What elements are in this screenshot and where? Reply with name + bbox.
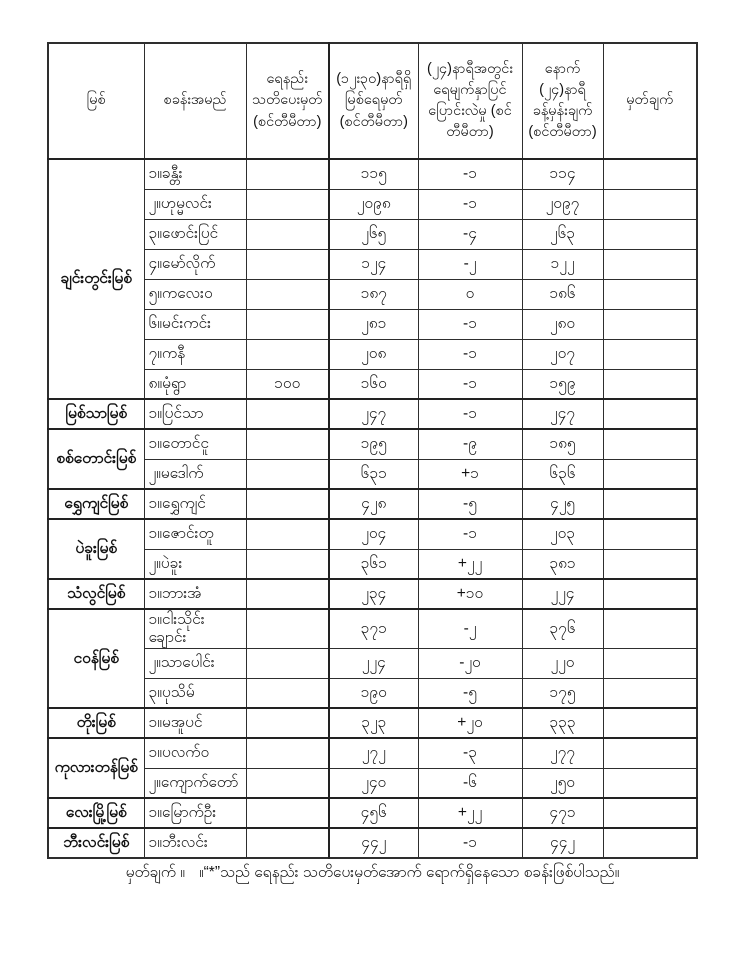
remark <box>603 249 697 279</box>
water-level: ၃၆၁ <box>329 549 418 579</box>
remark <box>603 579 697 609</box>
change-24h: -၁ <box>418 189 522 219</box>
water-level: ၁၂၄ <box>329 249 418 279</box>
header-forecast: နောက် (၂၄)နာရီ ခန့်မှန်းချက် (စင်တီမီတာ) <box>522 43 603 159</box>
water-level: ၂၂၄ <box>329 648 418 678</box>
station-name: ၁။ဇောင်းတူ <box>144 519 246 549</box>
table-row <box>48 309 697 339</box>
station-name: ၂။ပဲခူး <box>144 549 246 579</box>
remark <box>603 828 697 858</box>
change-24h: -၂၀ <box>418 648 522 678</box>
river-name: ဘီးလင်းမြစ် <box>48 828 144 858</box>
change-24h: +၁၀ <box>418 579 522 609</box>
forecast-24h: ၁၇၅ <box>522 678 603 708</box>
table-row <box>48 369 697 399</box>
forecast-24h: ၂၀၃ <box>522 519 603 549</box>
remark <box>603 279 697 309</box>
station-name: ၃။ပုသိမ် <box>144 678 246 708</box>
warning-level: ၁၀၀ <box>246 369 329 399</box>
table-row <box>48 768 697 798</box>
station-name: ၅။ကလေးဝ <box>144 279 246 309</box>
table-row <box>48 519 697 549</box>
water-level: ၁၈၇ <box>329 279 418 309</box>
table-row <box>48 609 697 648</box>
warning-level <box>246 459 329 489</box>
warning-level <box>246 519 329 549</box>
warning-level <box>246 219 329 249</box>
warning-level <box>246 708 329 738</box>
station-name: ၇။ကနီ <box>144 339 246 369</box>
forecast-24h: ၂၇၇ <box>522 738 603 768</box>
change-24h: +၂၂ <box>418 798 522 828</box>
warning-level <box>246 678 329 708</box>
water-level: ၂၇၂ <box>329 738 418 768</box>
change-24h: -၃ <box>418 738 522 768</box>
table-row <box>48 459 697 489</box>
water-level: ၁၉၅ <box>329 429 418 459</box>
forecast-24h: ၂၂၄ <box>522 579 603 609</box>
station-name: ၁။ပြင်သာ <box>144 399 246 429</box>
change-24h: ၀ <box>418 279 522 309</box>
table-row <box>48 678 697 708</box>
header-remark: မှတ်ချက် <box>603 43 697 159</box>
warning-level <box>246 648 329 678</box>
remark <box>603 339 697 369</box>
remark <box>603 678 697 708</box>
warning-level <box>246 279 329 309</box>
warning-level <box>246 768 329 798</box>
river-name: ပဲခူးမြစ် <box>48 519 144 579</box>
change-24h: -၂ <box>418 609 522 648</box>
header-station: စခန်းအမည် <box>144 43 246 159</box>
change-24h: -၁ <box>418 828 522 858</box>
warning-level <box>246 249 329 279</box>
remark <box>603 459 697 489</box>
forecast-24h: ၂၆၃ <box>522 219 603 249</box>
change-24h: -၁ <box>418 399 522 429</box>
change-24h: +၂၂ <box>418 549 522 579</box>
table-row <box>48 489 697 519</box>
change-24h: -၁ <box>418 369 522 399</box>
forecast-24h: ၃၃၃ <box>522 708 603 738</box>
table-header <box>48 43 697 159</box>
table-row <box>48 648 697 678</box>
water-level: ၂၄၀ <box>329 768 418 798</box>
station-name: ၁။ခန္တီး <box>144 159 246 189</box>
table-row <box>48 828 697 858</box>
forecast-24h: ၁၅၉ <box>522 369 603 399</box>
river-name: စစ်တောင်းမြစ် <box>48 429 144 489</box>
forecast-24h: ၄၇၁ <box>522 798 603 828</box>
table-row <box>48 399 697 429</box>
forecast-24h: ၃၇၆ <box>522 609 603 648</box>
change-24h: -၄ <box>418 219 522 249</box>
remark <box>603 399 697 429</box>
warning-level <box>246 549 329 579</box>
station-name: ၂။သာပေါင်း <box>144 648 246 678</box>
warning-level <box>246 738 329 768</box>
table-body <box>48 159 697 858</box>
table-row <box>48 219 697 249</box>
warning-level <box>246 159 329 189</box>
table-row <box>48 549 697 579</box>
station-name: ၂။မဒေါက် <box>144 459 246 489</box>
forecast-24h: ၁၂၂ <box>522 249 603 279</box>
table-row <box>48 249 697 279</box>
warning-level <box>246 189 329 219</box>
station-name: ၆။မင်းကင်း <box>144 309 246 339</box>
warning-level <box>246 339 329 369</box>
forecast-24h: ၃၈၁ <box>522 549 603 579</box>
table-row <box>48 339 697 369</box>
footer-note-text: ။“*”သည် ရေနည်း သတိပေးမှတ်အောက် ရောက်ရှိနေသော စခန်းဖြစ်ပါသည်။ <box>198 864 620 881</box>
station-name: ၁။မအူပင် <box>144 708 246 738</box>
water-level: ၄၅၆ <box>329 798 418 828</box>
river-name: သံလွင်မြစ် <box>48 579 144 609</box>
water-level: ၁၉၀ <box>329 678 418 708</box>
water-level: ၃၇၁ <box>329 609 418 648</box>
forecast-24h: ၂၅၀ <box>522 768 603 798</box>
table-row <box>48 279 697 309</box>
water-level: ၄၂၈ <box>329 489 418 519</box>
remark <box>603 549 697 579</box>
water-level: ၂၀၉၈ <box>329 189 418 219</box>
table-row <box>48 429 697 459</box>
change-24h: -၁ <box>418 339 522 369</box>
river-name: ငဝန်မြစ် <box>48 609 144 708</box>
warning-level <box>246 579 329 609</box>
warning-level <box>246 399 329 429</box>
change-24h: -၅ <box>418 489 522 519</box>
water-level: ၂၄၇ <box>329 399 418 429</box>
remark <box>603 219 697 249</box>
water-level: ၁၁၅ <box>329 159 418 189</box>
forecast-24h: ၂၀၇ <box>522 339 603 369</box>
table-row <box>48 189 697 219</box>
remark <box>603 609 697 648</box>
table-row <box>48 708 697 738</box>
station-name: ၁။တောင်ငူ <box>144 429 246 459</box>
change-24h: -၁ <box>418 519 522 549</box>
remark <box>603 489 697 519</box>
change-24h: -၅ <box>418 678 522 708</box>
footer-note-label: မှတ်ချက် ။ <box>125 864 185 881</box>
water-level: ၁၆၀ <box>329 369 418 399</box>
water-level: ၄၄၂ <box>329 828 418 858</box>
warning-level <box>246 798 329 828</box>
remark <box>603 309 697 339</box>
change-24h: -၉ <box>418 429 522 459</box>
station-name: ၂။ကျောက်တော် <box>144 768 246 798</box>
change-24h: -၂ <box>418 249 522 279</box>
forecast-24h: ၁၈၅ <box>522 429 603 459</box>
table-row <box>48 738 697 768</box>
remark <box>603 738 697 768</box>
remark <box>603 519 697 549</box>
forecast-24h: ၆၃၆ <box>522 459 603 489</box>
change-24h: -၁ <box>418 309 522 339</box>
remark <box>603 768 697 798</box>
remark <box>603 648 697 678</box>
forecast-24h: ၄၂၅ <box>522 489 603 519</box>
river-name: ချင်းတွင်းမြစ် <box>48 159 144 399</box>
river-name: မြစ်သာမြစ် <box>48 399 144 429</box>
forecast-24h: ၂၈၀ <box>522 309 603 339</box>
river-name: တိုးမြစ် <box>48 708 144 738</box>
station-name: ၁။ရွှေကျင် <box>144 489 246 519</box>
remark <box>603 159 697 189</box>
station-name: ၄။မော်လိုက် <box>144 249 246 279</box>
forecast-24h: ၂၄၇ <box>522 399 603 429</box>
table-row <box>48 579 697 609</box>
header-warning: ရေနည်း သတိပေးမှတ် (စင်တီမီတာ) <box>246 43 329 159</box>
forecast-24h: ၁၁၄ <box>522 159 603 189</box>
remark <box>603 369 697 399</box>
station-name: ၂။ဟုမ္မလင်း <box>144 189 246 219</box>
station-name: ၃။ဖောင်းပြင် <box>144 219 246 249</box>
river-name: ကုလားတန်မြစ် <box>48 738 144 798</box>
station-name: ၈။မုံရွာ <box>144 369 246 399</box>
forecast-24h: ၄၄၂ <box>522 828 603 858</box>
remark <box>603 189 697 219</box>
water-level: ၂၆၅ <box>329 219 418 249</box>
water-level: ၂၀၈ <box>329 339 418 369</box>
station-name: ၁။ပလက်ဝ <box>144 738 246 768</box>
forecast-24h: ၁၈၆ <box>522 279 603 309</box>
station-name: ၁။ဘီးလင်း <box>144 828 246 858</box>
water-level: ၂၈၁ <box>329 309 418 339</box>
remark <box>603 708 697 738</box>
warning-level <box>246 609 329 648</box>
table-row <box>48 798 697 828</box>
change-24h: -၁ <box>418 159 522 189</box>
remark <box>603 798 697 828</box>
station-name: ၁။ဘားအံ <box>144 579 246 609</box>
station-name: ၁။မြောက်ဦး <box>144 798 246 828</box>
footer-note <box>47 862 698 884</box>
change-24h: +၂၀ <box>418 708 522 738</box>
water-level: ၆၃၁ <box>329 459 418 489</box>
water-level: ၂၀၄ <box>329 519 418 549</box>
river-name: ရွှေကျင်မြစ် <box>48 489 144 519</box>
header-change: (၂၄)နာရီအတွင်း ရေမျက်နှာပြင် ပြောင်းလဲမှု (စင်တီမီတာ) <box>418 43 522 159</box>
station-name: ၁။ငါးသိုင်းချောင်း <box>144 609 246 648</box>
header-water-level: (၁၂း၃၀)နာရီရှိ မြစ်ရေမှတ် (စင်တီမီတာ) <box>329 43 418 159</box>
water-level-table <box>47 42 698 859</box>
warning-level <box>246 429 329 459</box>
forecast-24h: ၂၂၀ <box>522 648 603 678</box>
water-level: ၂၃၄ <box>329 579 418 609</box>
forecast-24h: ၂၀၉၇ <box>522 189 603 219</box>
warning-level <box>246 309 329 339</box>
water-level: ၃၂၃ <box>329 708 418 738</box>
table-row <box>48 159 697 189</box>
warning-level <box>246 828 329 858</box>
river-name: လေးမြို့မြစ် <box>48 798 144 828</box>
warning-level <box>246 489 329 519</box>
change-24h: +၁ <box>418 459 522 489</box>
header-river: မြစ် <box>48 43 144 159</box>
change-24h: -၆ <box>418 768 522 798</box>
remark <box>603 429 697 459</box>
